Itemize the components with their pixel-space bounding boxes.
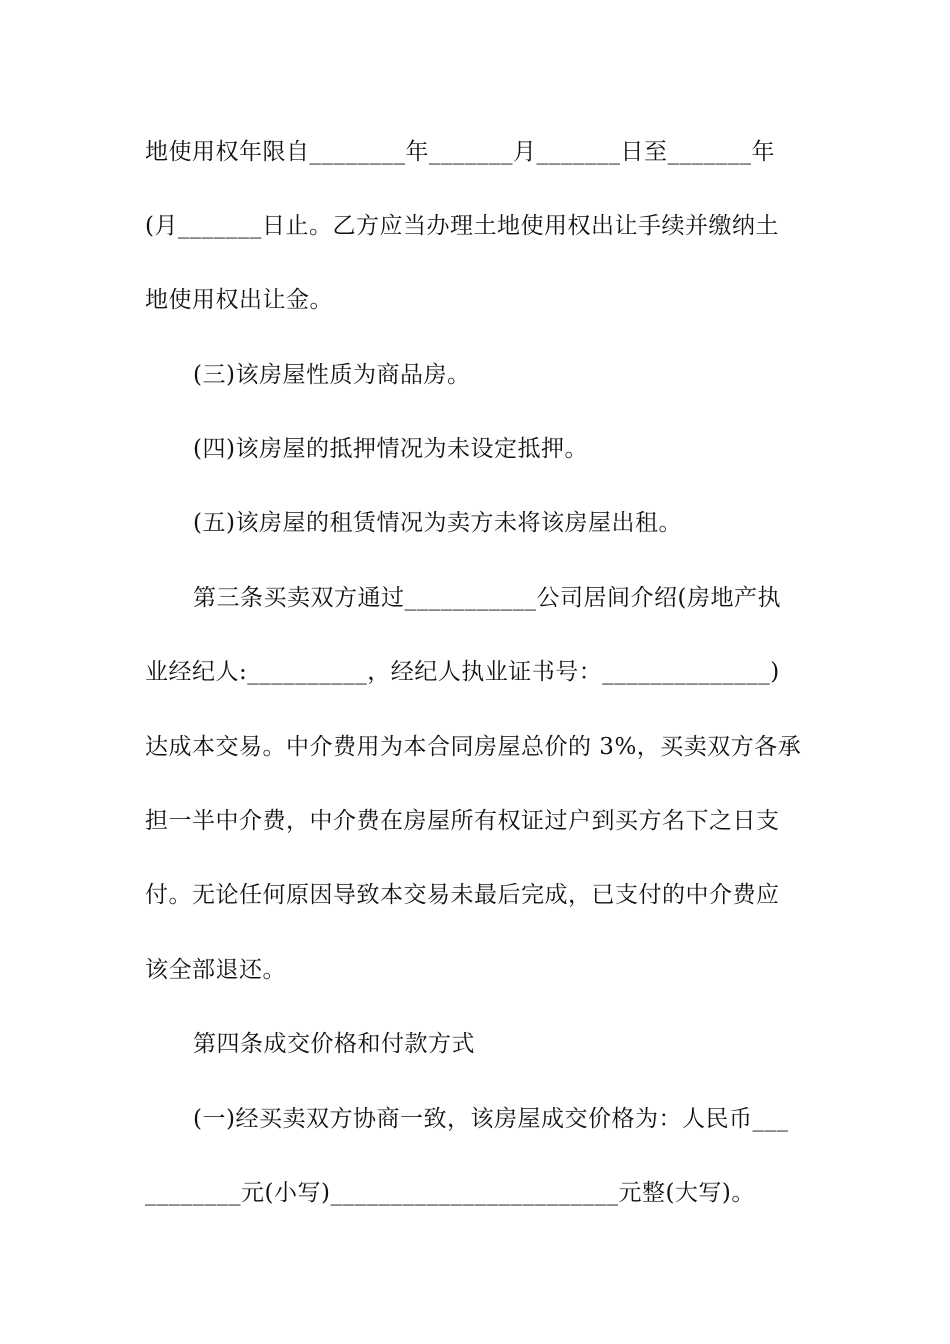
article-3-heading-line: 第三条买卖双方通过___________公司居间介绍(房地产执 — [193, 585, 781, 611]
paragraph-line: (月_______日止。乙方应当办理土地使用权出让手续并缴纳土 — [145, 213, 779, 239]
clause-4: (四)该房屋的抵押情况为未设定抵押。 — [193, 436, 588, 462]
article-4-heading: 第四条成交价格和付款方式 — [193, 1031, 475, 1057]
article-4-clause-1: (一)经买卖双方协商一致，该房屋成交价格为：人民币___ — [193, 1106, 789, 1132]
paragraph-line: 付。无论任何原因导致本交易未最后完成，已支付的中介费应 — [145, 882, 780, 908]
paragraph-line: 该全部退还。 — [145, 957, 286, 983]
paragraph-line: 地使用权年限自________年_______月_______日至_______年 — [145, 139, 775, 165]
paragraph-line: ________元(小写)________________________元整(大写)。 — [145, 1180, 755, 1206]
paragraph-line: 达成本交易。中介费用为本合同房屋总价的 3%，买卖双方各承 — [145, 734, 802, 760]
paragraph-line: 担一半中介费，中介费在房屋所有权证过户到买方名下之日支 — [145, 808, 780, 834]
clause-5: (五)该房屋的租赁情况为卖方未将该房屋出租。 — [193, 510, 682, 536]
clause-3: (三)该房屋性质为商品房。 — [193, 362, 471, 388]
paragraph-line: 地使用权出让金。 — [145, 287, 333, 313]
paragraph-line: 业经纪人:__________，经纪人执业证书号：______________) — [145, 659, 780, 685]
